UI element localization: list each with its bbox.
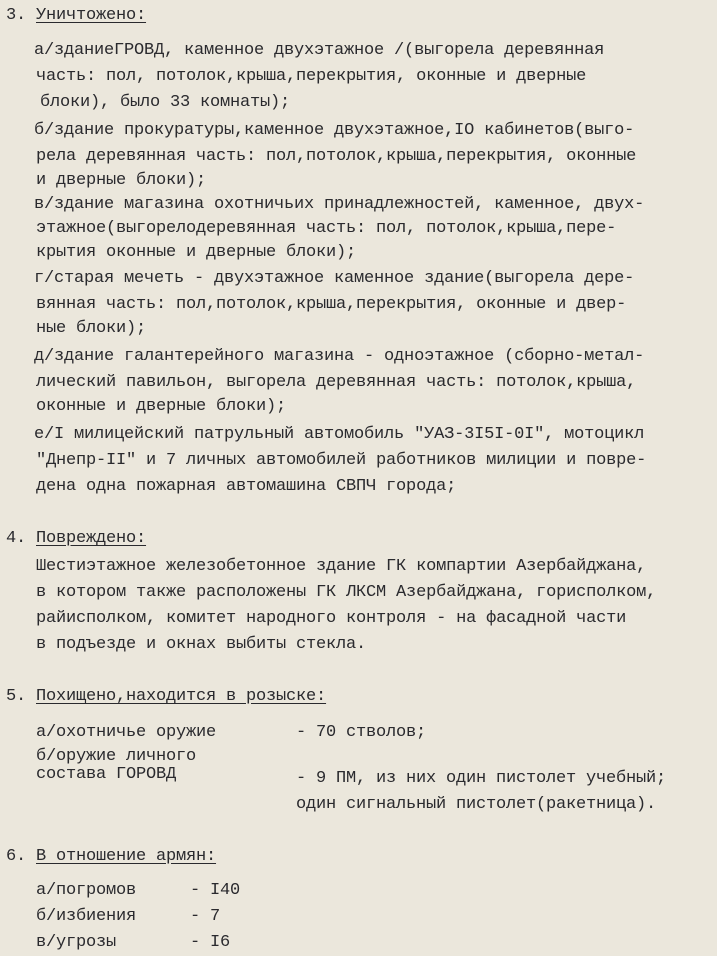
section-3-number: 3.	[6, 6, 27, 25]
section-3-item-c-line-2: этажное(выгорелодеревянная часть: пол, потолок,крыша,пере-	[36, 219, 617, 238]
section-4-heading: Повреждено:	[36, 529, 147, 548]
section-3-item-d-line-2: вянная часть: пол,потолок,крыша,перекрытия, оконные и двер-	[36, 295, 627, 314]
section-5-row-1-value: - 70 стволов;	[296, 723, 427, 742]
section-3-item-e-line-3: оконные и дверные блоки);	[36, 397, 287, 416]
section-3-item-b-line-2: рела деревянная часть: пол,потолок,крыша,перекрытия, оконные	[36, 147, 637, 166]
section-3-item-a-line-1: а/зданиеГРОВД, каменное двухэтажное /(выгорела деревянная	[34, 41, 605, 60]
section-3-item-d-line-3: ные блоки);	[36, 319, 147, 338]
section-6-row-2-value: - 7	[190, 907, 221, 926]
section-6-row-1-value: - I40	[190, 881, 241, 900]
section-3-item-f-line-1: е/I милицейский патрульный автомобиль "УАЗ-3I5I-0I", мотоцикл	[34, 425, 645, 444]
section-4-number: 4.	[6, 529, 27, 548]
section-3-item-c-line-3: крытия оконные и дверные блоки);	[36, 243, 357, 262]
section-3-item-d-line-1: г/старая мечеть - двухэтажное каменное здание(выгорела дере-	[34, 269, 635, 288]
section-3-item-e-line-1: д/здание галантерейного магазина - одноэтажное (сборно-метал-	[34, 347, 645, 366]
section-5-number: 5.	[6, 687, 27, 706]
section-3-item-f-line-2: "Днепр-II" и 7 личных автомобилей работников милиции и повре-	[36, 451, 647, 470]
section-3-item-c-line-1: в/здание магазина охотничьих принадлежностей, каменное, двух-	[34, 195, 645, 214]
section-6-number: 6.	[6, 847, 27, 866]
section-5-row-2-value-line-2: один сигнальный пистолет(ракетница).	[296, 795, 657, 814]
section-6-row-1-label: а/погромов	[36, 881, 137, 900]
section-6-row-3-value: - I6	[190, 933, 231, 952]
section-4-line-2: в котором также расположены ГК ЛКСМ Азербайджана, горисполком,	[36, 583, 657, 602]
section-3-item-b-line-1: б/здание прокуратуры,каменное двухэтажное,IO кабинетов(выго-	[34, 121, 635, 140]
section-4-line-3: райисполком, комитет народного контроля - на фасадной части	[36, 609, 627, 628]
section-3-item-a-line-2: часть: пол, потолок,крыша,перекрытия, оконные и дверные	[36, 67, 587, 86]
section-5-row-1-label: а/охотничье оружие	[36, 723, 217, 742]
section-6-row-2-label: б/избиения	[36, 907, 137, 926]
section-3-item-b-line-3: и дверные блоки);	[36, 171, 207, 190]
section-6-heading: В отношение армян:	[36, 847, 217, 866]
section-3-item-e-line-2: лический павильон, выгорела деревянная часть: потолок,крыша,	[36, 373, 637, 392]
section-3-item-a-line-3: блоки), было 33 комнаты);	[40, 93, 291, 112]
section-4-line-1: Шестиэтажное железобетонное здание ГК компартии Азербайджана,	[36, 557, 647, 576]
section-5-heading: Похищено,находится в розыске:	[36, 687, 327, 706]
section-3-heading: Уничтожено:	[36, 6, 147, 25]
section-4-line-4: в подъезде и окнах выбиты стекла.	[36, 635, 367, 654]
section-5-row-2-label-line-2: состава ГОРОВД	[36, 765, 177, 784]
section-5-row-2-value-line-1: - 9 ПМ, из них один пистолет учебный;	[296, 769, 667, 788]
section-6-row-3-label: в/угрозы	[36, 933, 117, 952]
section-5-row-2-label-line-1: б/оружие личного	[36, 747, 197, 766]
section-3-item-f-line-3: дена одна пожарная автомашина СВПЧ города;	[36, 477, 457, 496]
